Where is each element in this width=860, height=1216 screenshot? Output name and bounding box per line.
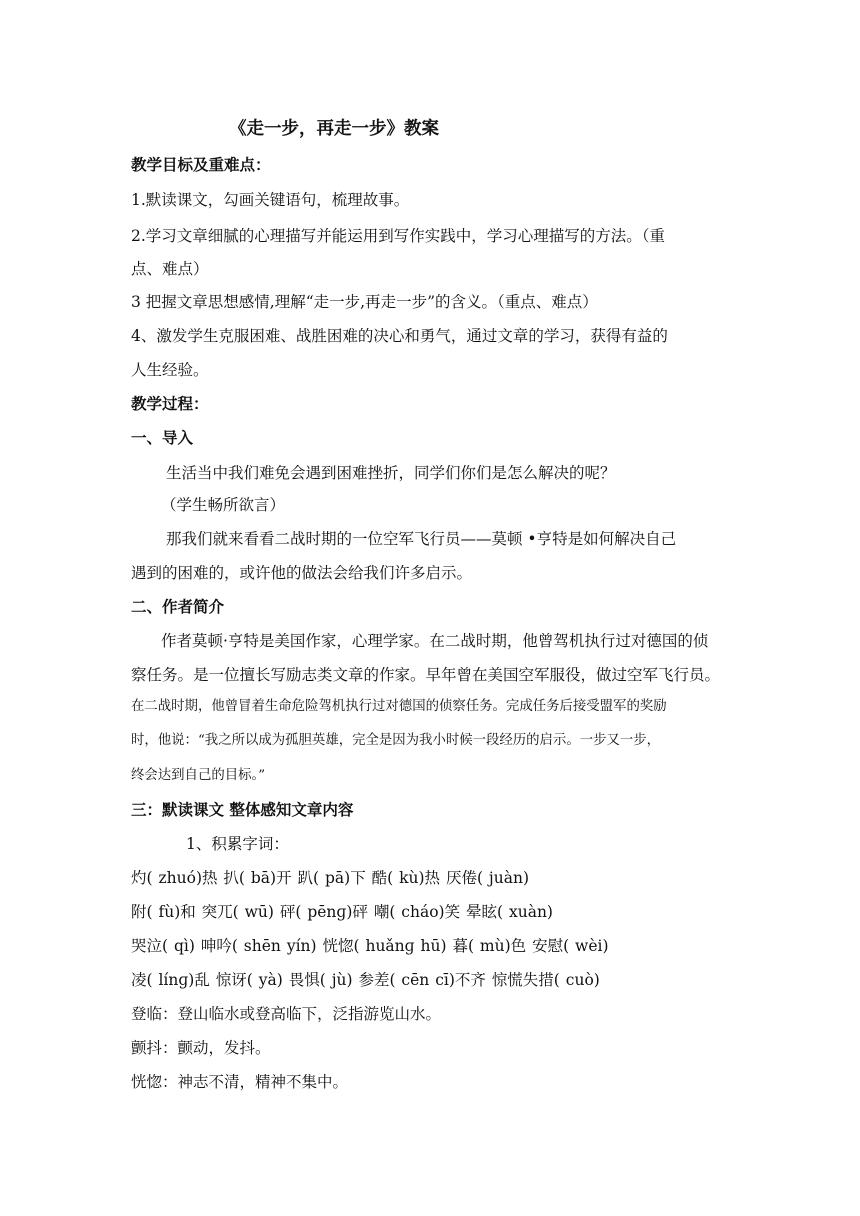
section1-line: 遇到的困难的，或许他的做法会给我们许多启示。 — [131, 564, 473, 582]
vocab-line: 哭泣( qì) 呻吟( shēn yín) 恍惚( huǎnɡ hū) 暮( mù)色 安慰( wèi) — [131, 937, 609, 955]
vocab-definition: 恍惚：神志不清，精神不集中。 — [131, 1073, 349, 1091]
objective-line: 1.默读课文，勾画关键语句，梳理故事。 — [131, 191, 410, 209]
vocab-definition: 登临：登山临水或登高临下，泛指游览山水。 — [131, 1005, 442, 1023]
section2-line: 察任务。是一位擅长写励志类文章的作家。早年曾在美国空军服役，做过空军飞行员。 — [131, 666, 721, 684]
section1-line: 那我们就来看看二战时期的一位空军飞行员——莫顿 •亨特是如何解决自己 — [166, 530, 677, 548]
section2-heading: 二、作者简介 — [131, 598, 225, 616]
section2-line: 时，他说：“我之所以成为孤胆英雄，完全是因为我小时候一段经历的启示。一步又一步， — [131, 733, 661, 748]
section2-line: 终会达到自己的目标。” — [131, 768, 266, 783]
section3-heading: 三：默读课文 整体感知文章内容 — [131, 801, 354, 819]
vocab-definition: 颤抖：颤动，发抖。 — [131, 1039, 271, 1057]
objective-line: 3 把握文章思想感情,理解“走一步,再走一步”的含义。（重点、难点） — [131, 293, 598, 311]
section1-line: （学生畅所欲言） — [161, 496, 286, 514]
process-heading: 教学过程： — [131, 395, 209, 413]
vocab-line: 附( fù)和 突兀( wū) 砰( pēnɡ)砰 嘲( cháo)笑 晕眩( xuàn) — [131, 903, 553, 921]
objectives-heading: 教学目标及重难点： — [131, 156, 271, 174]
objective-line: 4、激发学生克服困难、战胜困难的决心和勇气，通过文章的学习，获得有益的 — [131, 327, 668, 345]
objective-line: 点、难点） — [131, 260, 209, 278]
section2-line: 在二战时期，他曾冒着生命危险驾机执行过对德国的侦察任务。完成任务后接受盟军的奖励 — [131, 699, 667, 714]
objective-line: 人生经验。 — [131, 361, 209, 379]
section3-subheading: 1、积累字词： — [186, 835, 289, 853]
objective-line: 2.学习文章细腻的心理描写并能运用到写作实践中，学习心理描写的方法。（重 — [131, 227, 666, 245]
section2-line: 作者莫顿·亨特是美国作家，心理学家。在二战时期，他曾驾机执行过对德国的侦 — [161, 632, 709, 650]
vocab-line: 凌( línɡ)乱 惊讶( yà) 畏惧( jù) 参差( cēn cī)不齐 惊慌失措( cuò) — [131, 971, 600, 989]
section1-heading: 一、导入 — [131, 429, 194, 447]
section1-line: 生活当中我们难免会遇到困难挫折，同学们你们是怎么解决的呢？ — [166, 464, 616, 482]
vocab-line: 灼( zhuó)热 扒( bā)开 趴( pā)下 酷( kù)热 厌倦( juàn) — [131, 869, 529, 887]
document-title: 《走一步，再走一步》教案 — [229, 119, 439, 139]
